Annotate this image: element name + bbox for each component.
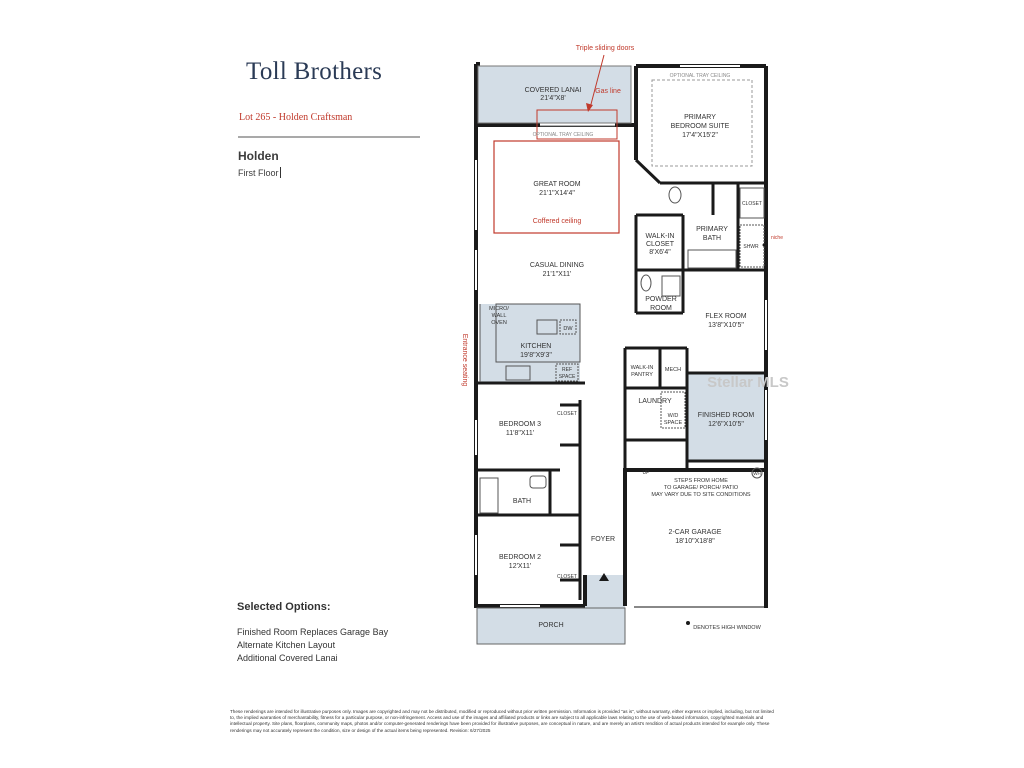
primary-bath-name2: BATH	[702, 235, 722, 242]
tray-label-2: OPTIONAL TRAY CEILING	[532, 132, 594, 138]
dw-label: DW	[563, 326, 573, 332]
great-room-dim: 21'1"X14'4"	[539, 190, 575, 197]
closet-bed2-label: CLOSET	[556, 574, 578, 580]
walkin-closet-dim: 8'X6'4"	[649, 249, 671, 256]
up-label: UP	[642, 470, 650, 476]
brand-logo: Toll Brothers	[246, 58, 383, 85]
shower-label: SHWR	[743, 244, 759, 250]
option-item: Alternate Kitchen Layout	[237, 640, 336, 650]
micro-line3: OVEN	[491, 320, 507, 326]
garage-name: 2-CAR GARAGE	[668, 529, 722, 536]
bedroom2-name: BEDROOM 2	[498, 554, 542, 561]
foyer-label: FOYER	[590, 536, 616, 543]
steps-line3: MAY VARY DUE TO SITE CONDITIONS	[651, 492, 751, 498]
laundry-label: LAUNDRY	[638, 398, 672, 405]
walkin-closet-name1: WALK-IN	[645, 233, 675, 240]
primary-bed-name2: BEDROOM SUITE	[670, 123, 730, 130]
niche-label: niche	[771, 235, 783, 241]
primary-bath-name1: PRIMARY	[696, 226, 728, 233]
casual-dining-dim: 21'1"X11'	[542, 271, 572, 278]
casual-dining-name: CASUAL DINING	[529, 262, 585, 269]
powder-name2: ROOM	[650, 305, 672, 312]
bedroom3-dim: 11'8"X11'	[505, 430, 535, 437]
selected-options-title: Selected Options:	[237, 601, 331, 613]
entrance-seating-label: Entrance seating	[461, 333, 468, 387]
wd-line1: W/D	[667, 413, 679, 419]
finished-room-dim: 12'6"X10'5"	[708, 421, 744, 428]
ref-line1: REF	[562, 367, 572, 373]
micro-line2: WALL	[491, 313, 507, 319]
bedroom3-name: BEDROOM 3	[498, 421, 542, 428]
steps-line1: STEPS FROM HOME	[674, 478, 728, 484]
watermark: Stellar MLS	[707, 374, 789, 391]
ref-line2: SPACE	[558, 374, 576, 380]
option-item: Finished Room Replaces Garage Bay	[237, 627, 389, 637]
high-window-marker	[686, 621, 690, 625]
option-item: Additional Covered Lanai	[237, 653, 338, 663]
lot-line: Lot 265 - Holden Craftsman	[239, 112, 353, 123]
primary-bed-name1: PRIMARY	[684, 114, 716, 121]
tray-label-1: OPTIONAL TRAY CEILING	[669, 73, 731, 79]
micro-line1: MICRO/	[489, 306, 509, 312]
primary-bed-dim: 17'4"X15'2"	[682, 132, 718, 139]
bath-label: BATH	[512, 498, 532, 505]
closet-bed3-label: CLOSET	[556, 411, 578, 417]
walkin-closet-name2: CLOSET	[645, 241, 675, 248]
floor-label: First Floor	[238, 168, 279, 178]
powder-name1: POWDER	[645, 296, 677, 303]
bedroom2-dim: 12'X11'	[508, 563, 532, 570]
lanai-name: COVERED LANAI	[524, 87, 582, 94]
mech-label: MECH	[664, 367, 682, 373]
garage-dim: 18'10"X18'8"	[675, 538, 715, 545]
gas-line-label: Gas line	[595, 88, 621, 95]
pantry-line2: PANTRY	[631, 372, 653, 378]
flex-room-dim: 13'8"X10'5"	[708, 322, 744, 329]
finished-room-name: FINISHED ROOM	[697, 412, 755, 419]
lanai-dim: 21'4"X8'	[540, 95, 566, 102]
wh-label: WH	[753, 471, 761, 476]
kitchen-dim: 19'8"X9'3"	[520, 352, 552, 359]
pantry-line1: WALK-IN	[630, 365, 654, 371]
disclaimer-text: These renderings are intended for illustrative purposes only. Images are copyrighted and may not be distributed, modified or reproduced without prior written permission. Information is provided "as is", without warranty, either express or implied, including, but not limited to, the implied warranties of merchantability, fitness for a particular purpose, or non-infringement. Access and use of the images and affiliated products or links are subject to all applicable laws relating to the use of web-based information, copyrighted materials and intellectual property. Site plans, floorplans, community maps, photos and/or computer-generated renderings have been provided for illustrative purposes, are conceptual in nature, and are merely an artist's rendition of actual products intended for example only. These renderings may not accurately represent the condition, size or design of the actual items being represented. Revision: 6/27/2025	[230, 709, 774, 733]
steps-line2: TO GARAGE/ PORCH/ PATIO	[663, 485, 739, 491]
flex-room-name: FLEX ROOM	[705, 313, 747, 320]
triple-sliding-label: Triple sliding doors	[575, 45, 635, 52]
coffered-label: Coffered ceiling	[532, 218, 582, 225]
porch-label: PORCH	[538, 622, 564, 629]
high-window-note: DENOTES HIGH WINDOW	[693, 625, 761, 631]
great-room-name: GREAT ROOM	[533, 181, 581, 188]
high-window-marker	[763, 244, 766, 247]
kitchen-name: KITCHEN	[520, 343, 552, 350]
wd-line2: SPACE	[663, 420, 683, 426]
closet-primary-label: CLOSET	[741, 201, 763, 207]
model-name: Holden	[238, 149, 279, 163]
